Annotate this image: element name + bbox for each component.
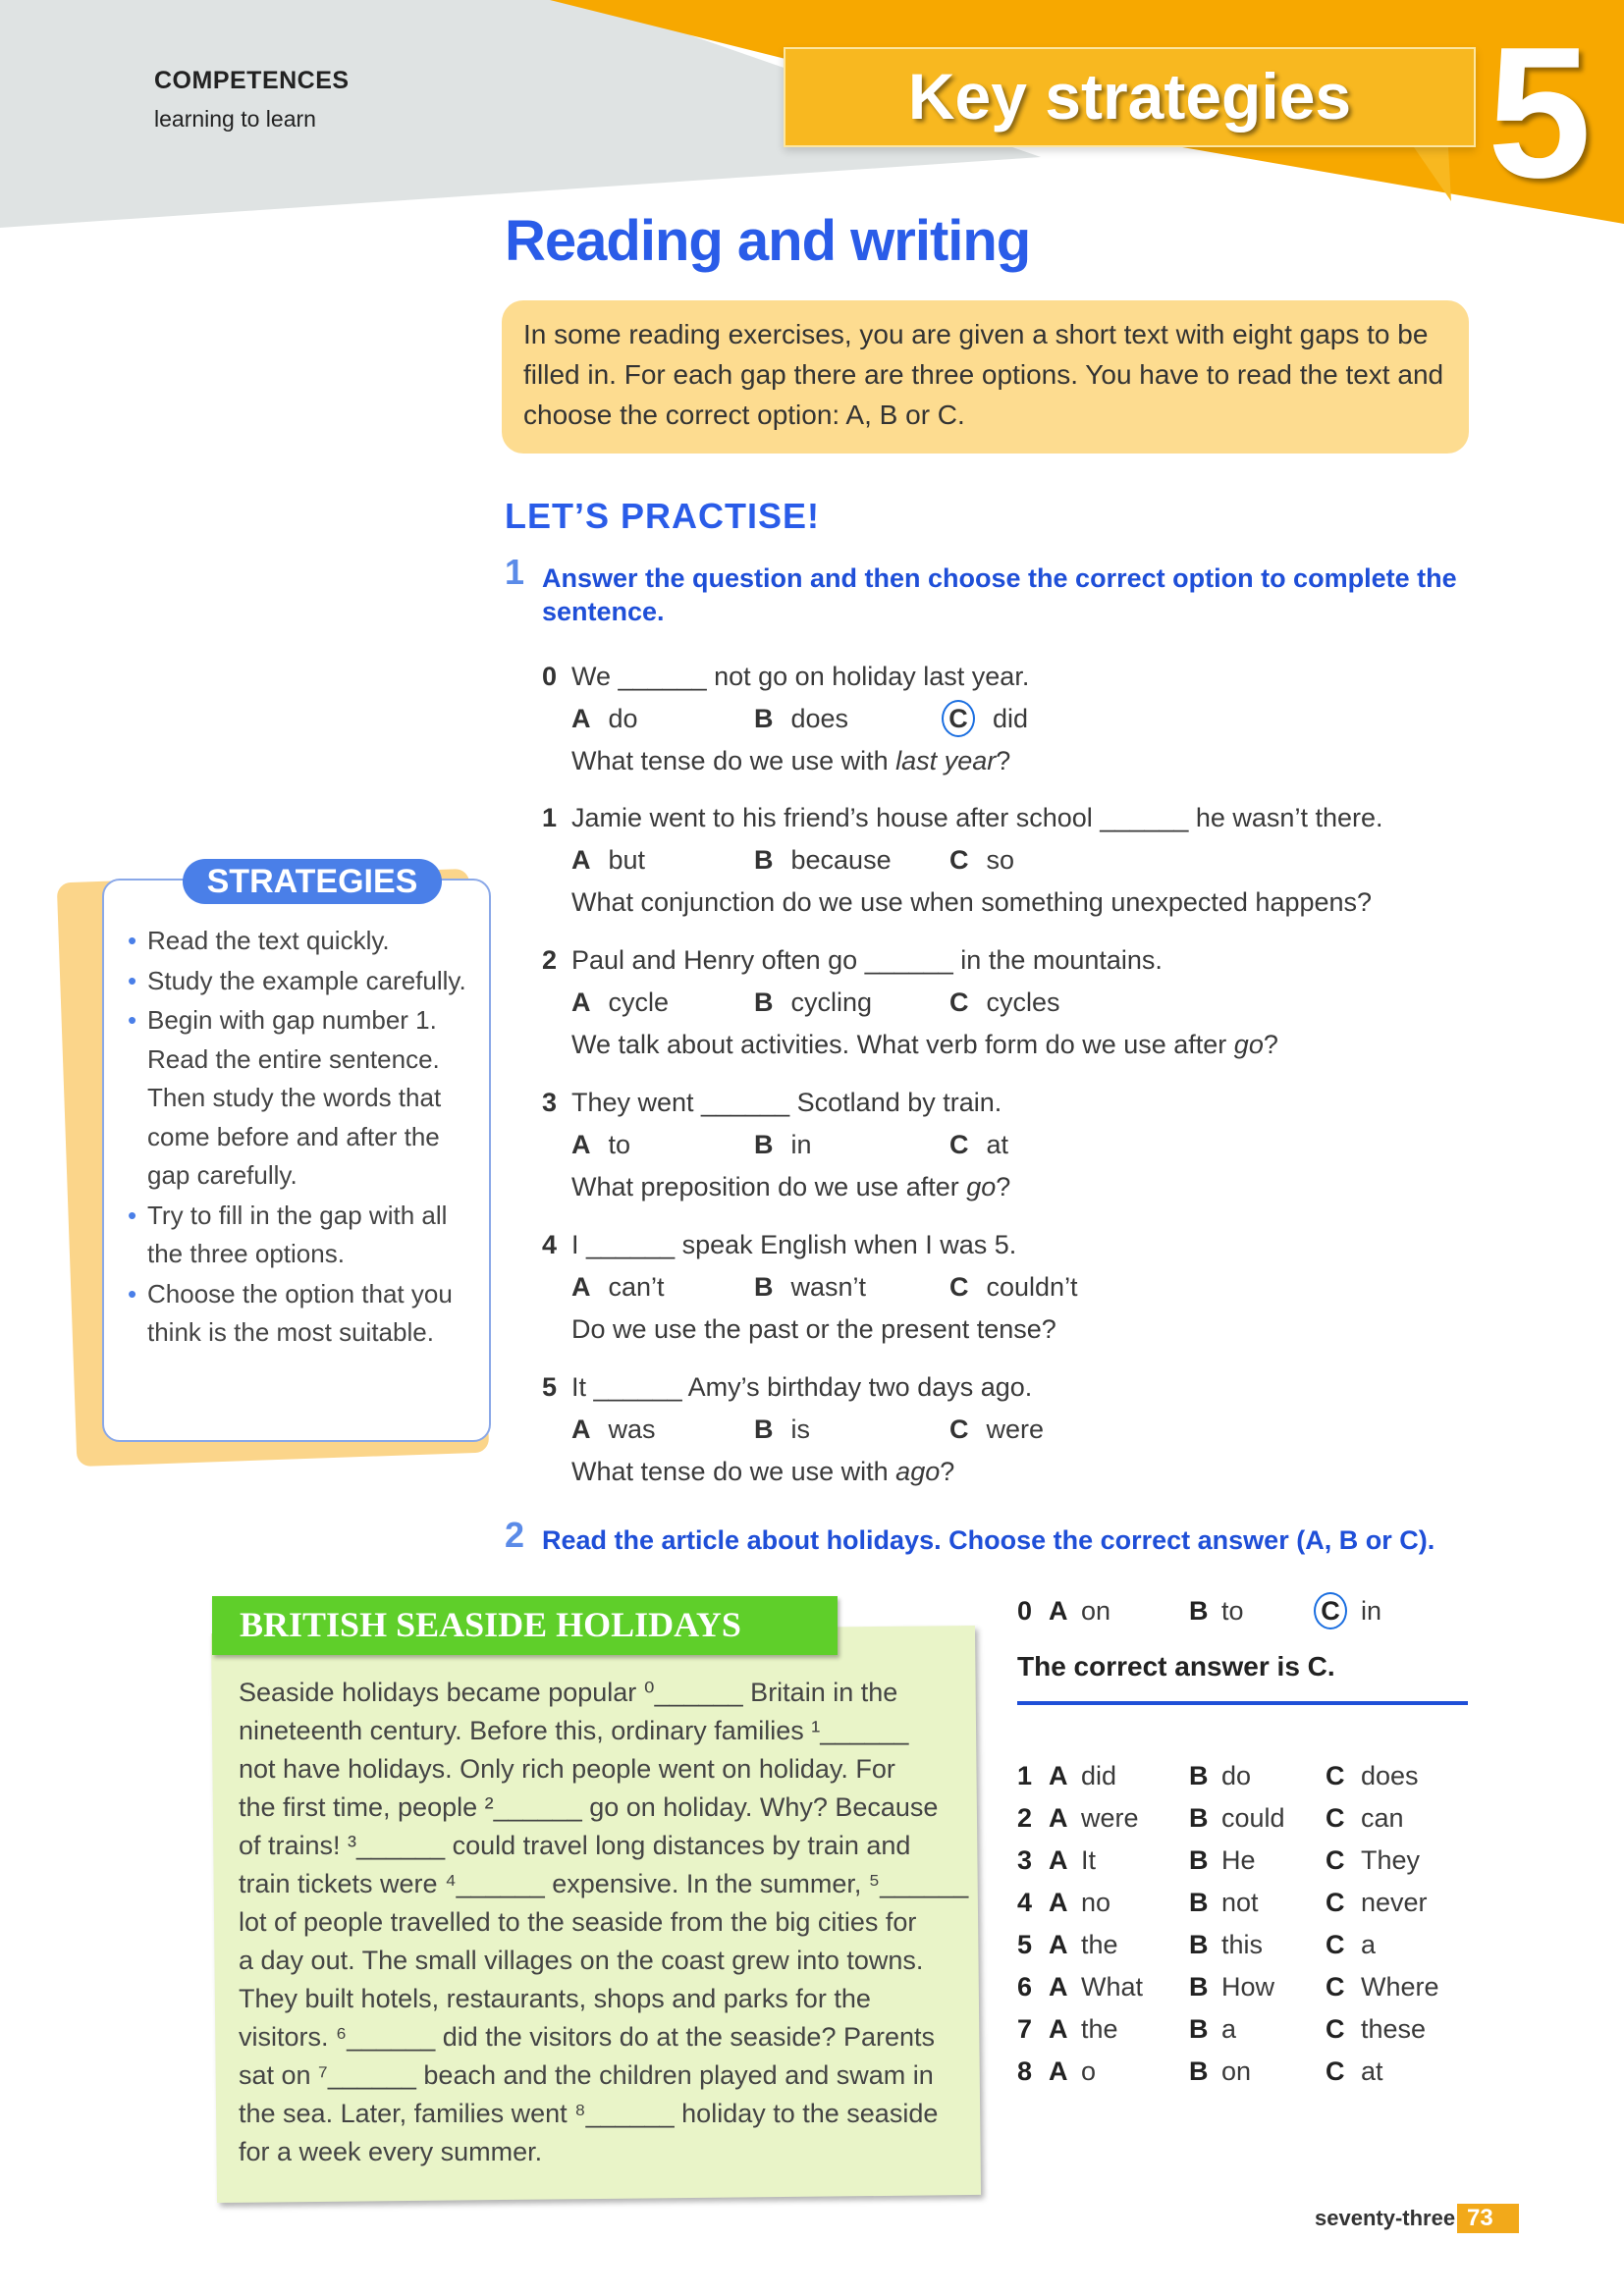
question-hint (542, 1166, 1465, 1208)
article-line: for a week every summer. (239, 2137, 543, 2166)
circled-option-letter: C (942, 700, 975, 737)
hint-end: ? (996, 746, 1011, 775)
option-b[interactable] (754, 839, 892, 881)
option-letter: A (571, 1272, 591, 1302)
competences-label: COMPETENCES (154, 67, 350, 94)
article-title: BRITISH SEASIDE HOLIDAYS (212, 1596, 838, 1655)
answer-word-b: this (1221, 1930, 1264, 1959)
strategy-item: • Try to fill in the gap with all the three options. (124, 1197, 475, 1274)
option-letter: B (754, 1415, 774, 1444)
answer-letter-b[interactable]: B (1189, 1845, 1209, 1875)
question-options (542, 839, 1465, 881)
question-text: It ______ Amy’s birthday two days ago. (571, 1372, 1033, 1402)
option-word: cycles (986, 988, 1060, 1017)
option-word: in (790, 1130, 812, 1159)
option-word: at (986, 1130, 1009, 1159)
answer-word-b: a (1221, 2014, 1237, 2044)
option-b[interactable] (754, 982, 872, 1024)
option-word: does (790, 704, 849, 733)
option-word: did (993, 704, 1029, 733)
page-number: 73 (1457, 2204, 1519, 2233)
answer-letter-a[interactable]: A (1049, 1888, 1068, 1917)
question-options (542, 1266, 1465, 1308)
article-line: They built hotels, restaurants, shops and parks for the (239, 1984, 871, 2013)
option-a[interactable] (571, 839, 645, 881)
answer-word-a: o (1081, 2056, 1097, 2086)
option-b[interactable] (754, 1266, 866, 1308)
article-line: lot of people travelled to the seaside from the big cities for (239, 1907, 917, 1937)
answer-word-c: in (1361, 1596, 1382, 1626)
option-letter: A (571, 704, 591, 733)
hint-text: What tense do we use with (571, 1457, 896, 1486)
answer-word-a: were (1081, 1803, 1139, 1833)
answer-word-c: does (1361, 1761, 1419, 1790)
answer-letter-b[interactable]: B (1189, 2014, 1209, 2044)
question-options (542, 1124, 1465, 1166)
option-letter: A (571, 1415, 591, 1444)
question-item (542, 1082, 1465, 1208)
exercise-1-number: 1 (505, 552, 525, 592)
answer-letter-c[interactable]: C (1326, 1972, 1345, 2002)
answer-word-a: did (1081, 1761, 1117, 1790)
question-text: I ______ speak English when I was 5. (571, 1230, 1017, 1259)
article-text (239, 1674, 968, 2171)
option-word: but (608, 845, 646, 875)
question-number: 5 (542, 1372, 558, 1402)
answer-letter-b[interactable]: B (1189, 1930, 1209, 1959)
answer-word-a: What (1081, 1972, 1144, 2002)
option-a[interactable] (571, 1266, 665, 1308)
answer-word-c: a (1361, 1930, 1377, 1959)
option-letter: B (754, 988, 774, 1017)
answer-word-c: never (1361, 1888, 1428, 1917)
question-hint (542, 1451, 1465, 1493)
exercise-2-instruction: Read the article about holidays. Choose the correct answer (A, B or C). (542, 1525, 1435, 1555)
answer-word-c: Where (1361, 1972, 1439, 2002)
hint-italic: go (1233, 1030, 1264, 1059)
hint-end: ? (1263, 1030, 1278, 1059)
answer-letter-b[interactable]: B (1189, 1596, 1209, 1626)
option-letter: A (571, 988, 591, 1017)
option-word: because (790, 845, 892, 875)
option-word: can’t (608, 1272, 665, 1302)
answer-word-c: at (1361, 2056, 1383, 2086)
question-number: 2 (542, 945, 558, 975)
answer-number: 6 (1017, 1972, 1033, 2002)
answer-letter-c[interactable]: C (1326, 1803, 1345, 1833)
strategies-box (102, 879, 491, 1442)
answer-letter-a[interactable]: A (1049, 1930, 1068, 1959)
competence-subtitle: learning to learn (154, 106, 316, 132)
article-line: nineteenth century. Before this, ordinary families ¹______ (239, 1716, 909, 1745)
answer-word-a: the (1081, 1930, 1118, 1959)
option-a[interactable] (571, 698, 638, 740)
answer-letter-a[interactable]: A (1049, 1803, 1068, 1833)
question-hint (542, 881, 1465, 924)
answer-letter-a[interactable]: A (1049, 1761, 1068, 1790)
page-title: Reading and writing (505, 209, 1031, 273)
answer-letter-b[interactable]: B (1189, 1803, 1209, 1833)
answer-word-b: How (1221, 1972, 1275, 2002)
hint-end: ? (940, 1457, 955, 1486)
answer-letter-a[interactable]: A (1049, 1845, 1068, 1875)
answer-word-a: the (1081, 2014, 1118, 2044)
answer-letter-b[interactable]: B (1189, 1888, 1209, 1917)
question-text: We ______ not go on holiday last year. (571, 662, 1030, 691)
answer-number: 4 (1017, 1888, 1033, 1917)
option-letter: C (949, 845, 969, 875)
article-line: train tickets were ⁴______ expensive. In the summer, ⁵______ (239, 1869, 969, 1898)
answer-word-c: can (1361, 1803, 1404, 1833)
question-item (542, 1366, 1465, 1493)
option-letter: C (949, 1130, 969, 1159)
answer-letter-a[interactable]: A (1049, 2014, 1068, 2044)
option-a[interactable] (571, 1409, 656, 1451)
unit-number: 5 (1488, 9, 1592, 217)
question-text: Paul and Henry often go ______ in the mountains. (571, 945, 1163, 975)
option-letter: A (571, 845, 591, 875)
hint-text: We talk about activities. What verb form do we use after (571, 1030, 1234, 1059)
exercise-2-number: 2 (505, 1515, 525, 1555)
article-line: a day out. The small villages on the coast grew into towns. (239, 1946, 924, 1975)
question-item (542, 939, 1465, 1066)
hint-text: What preposition do we use after (571, 1172, 967, 1201)
answer-word-a: on (1081, 1596, 1111, 1626)
answer-row (1017, 2051, 1469, 2093)
question-item (542, 656, 1465, 782)
question-number: 3 (542, 1088, 558, 1117)
answer-letter-a[interactable]: A (1049, 1972, 1068, 2002)
question-options (542, 1409, 1465, 1451)
correct-answer-note: The correct answer is C. (1017, 1651, 1335, 1682)
answer-letter-c[interactable]: C (1314, 1592, 1347, 1629)
answer-row (1017, 1882, 1469, 1924)
answer-row (1017, 2008, 1469, 2051)
answer-number: 7 (1017, 2014, 1033, 2044)
answer-word-b: not (1221, 1888, 1259, 1917)
strategy-item: • Begin with gap number 1. Read the entire sentence. Then study the words that come before and after the gap carefully. (124, 1001, 475, 1196)
answer-number: 5 (1017, 1930, 1033, 1959)
option-c[interactable] (949, 1266, 1078, 1308)
option-word: cycle (608, 988, 670, 1017)
hint-italic: last year (895, 746, 997, 775)
answer-letter-c[interactable]: C (1326, 2014, 1345, 2044)
answer-word-b: do (1221, 1761, 1252, 1790)
option-word: cycling (790, 988, 873, 1017)
answer-row (1017, 1924, 1469, 1966)
article-line: the sea. Later, families went ⁸______ holiday to the seaside (239, 2099, 939, 2128)
answer-word-b: could (1221, 1803, 1285, 1833)
answer-letter-b[interactable]: B (1189, 1761, 1209, 1790)
article-line: Seaside holidays became popular ⁰______ Britain in the (239, 1678, 898, 1707)
option-word: so (986, 845, 1015, 875)
page-number-words: seventy-three (1315, 2206, 1456, 2230)
strategy-item: • Choose the option that you think is the most suitable. (124, 1275, 475, 1353)
option-letter: C (949, 1272, 969, 1302)
question-hint (542, 1308, 1465, 1351)
hint-end: ? (996, 1172, 1011, 1201)
answer-letter-a[interactable]: A (1049, 2056, 1068, 2086)
article-line: the first time, people ²______ go on holiday. Why? Because (239, 1792, 939, 1822)
option-letter: C (949, 1415, 969, 1444)
option-c[interactable] (949, 698, 1028, 740)
article-line: visitors. ⁶______ did the visitors do at the seaside? Parents (239, 2022, 936, 2052)
option-c[interactable] (949, 1409, 1044, 1451)
option-a[interactable] (571, 1124, 630, 1166)
question-options (542, 698, 1465, 740)
option-letter: B (754, 845, 774, 875)
option-letter: C (949, 988, 969, 1017)
hint-text: What conjunction do we use when something unexpected happens? (571, 887, 1373, 917)
exercise-1-instruction: Answer the question and then choose the correct option to complete the sentence. (542, 563, 1457, 626)
option-word: couldn’t (986, 1272, 1078, 1302)
option-b[interactable] (754, 1409, 810, 1451)
question-text: They went ______ Scotland by train. (571, 1088, 1002, 1117)
answer-word-b: on (1221, 2056, 1252, 2086)
article-line: of trains! ³______ could travel long distances by train and (239, 1831, 911, 1860)
question-number: 1 (542, 803, 558, 832)
strategies-title: STRATEGIES (183, 859, 442, 904)
option-word: were (986, 1415, 1045, 1444)
answer-letter-b[interactable]: B (1189, 2056, 1209, 2086)
answer-number: 0 (1017, 1596, 1033, 1626)
answer-number: 1 (1017, 1761, 1033, 1790)
key-strategies-banner (784, 47, 1476, 147)
article-line: sat on ⁷______ beach and the children played and swam in (239, 2060, 934, 2090)
option-c[interactable] (949, 839, 1014, 881)
option-word: was (608, 1415, 656, 1444)
answer-word-c: They (1361, 1845, 1421, 1875)
option-b[interactable] (754, 698, 848, 740)
article-line: not have holidays. Only rich people went on holiday. For (239, 1754, 895, 1784)
option-a[interactable] (571, 982, 669, 1024)
answer-letter-b[interactable]: B (1189, 1972, 1209, 2002)
question-number: 0 (542, 662, 558, 691)
answer-word-b: He (1221, 1845, 1256, 1875)
hint-italic: go (966, 1172, 997, 1201)
hint-text: What tense do we use with (571, 746, 896, 775)
option-word: do (608, 704, 638, 733)
option-b[interactable] (754, 1124, 812, 1166)
answer-word-b: to (1221, 1596, 1244, 1626)
question-hint (542, 740, 1465, 782)
option-word: is (790, 1415, 810, 1444)
answer-row (1017, 1755, 1469, 1797)
question-hint (542, 1024, 1465, 1066)
answer-number: 8 (1017, 2056, 1033, 2086)
section-heading: LET’S PRACTISE! (505, 496, 821, 536)
answer-number: 3 (1017, 1845, 1033, 1875)
answer-word-a: no (1081, 1888, 1111, 1917)
answer-letter-c[interactable]: C (1326, 1888, 1345, 1917)
answer-number: 2 (1017, 1803, 1033, 1833)
banner-title: Key strategies (907, 60, 1352, 133)
question-text: Jamie went to his friend’s house after school ______ he wasn’t there. (571, 803, 1383, 832)
answer-row (1017, 1797, 1469, 1840)
strategy-item: • Study the example carefully. (124, 962, 475, 1001)
option-word: wasn’t (790, 1272, 867, 1302)
hint-italic: ago (895, 1457, 941, 1486)
info-box: In some reading exercises, you are given a short text with eight gaps to be filled in. For each gap there are three options. You have to read the text and choose the correct option: A, B or C. (502, 300, 1469, 454)
option-letter: B (754, 1272, 774, 1302)
answer-letter-c[interactable]: C (1326, 1845, 1345, 1875)
answer-row (1017, 1590, 1469, 1632)
option-word: to (608, 1130, 631, 1159)
question-number: 4 (542, 1230, 558, 1259)
question-options (542, 982, 1465, 1024)
divider (1017, 1701, 1468, 1705)
question-item (542, 1224, 1465, 1351)
answer-letter-c[interactable]: C (1326, 1930, 1345, 1959)
answer-letter-c[interactable]: C (1326, 2056, 1345, 2086)
option-letter: B (754, 704, 774, 733)
answer-letter-c[interactable]: C (1326, 1761, 1345, 1790)
answer-word-c: these (1361, 2014, 1427, 2044)
answer-row (1017, 1966, 1469, 2008)
option-letter: A (571, 1130, 591, 1159)
option-letter: B (754, 1130, 774, 1159)
option-c[interactable] (949, 982, 1060, 1024)
option-c[interactable] (949, 1124, 1008, 1166)
hint-text: Do we use the past or the present tense? (571, 1314, 1056, 1344)
strategy-item: • Read the text quickly. (124, 922, 475, 961)
answer-word-a: It (1081, 1845, 1097, 1875)
answer-letter-a[interactable]: A (1049, 1596, 1068, 1626)
answer-row (1017, 1840, 1469, 1882)
question-item (542, 797, 1465, 924)
